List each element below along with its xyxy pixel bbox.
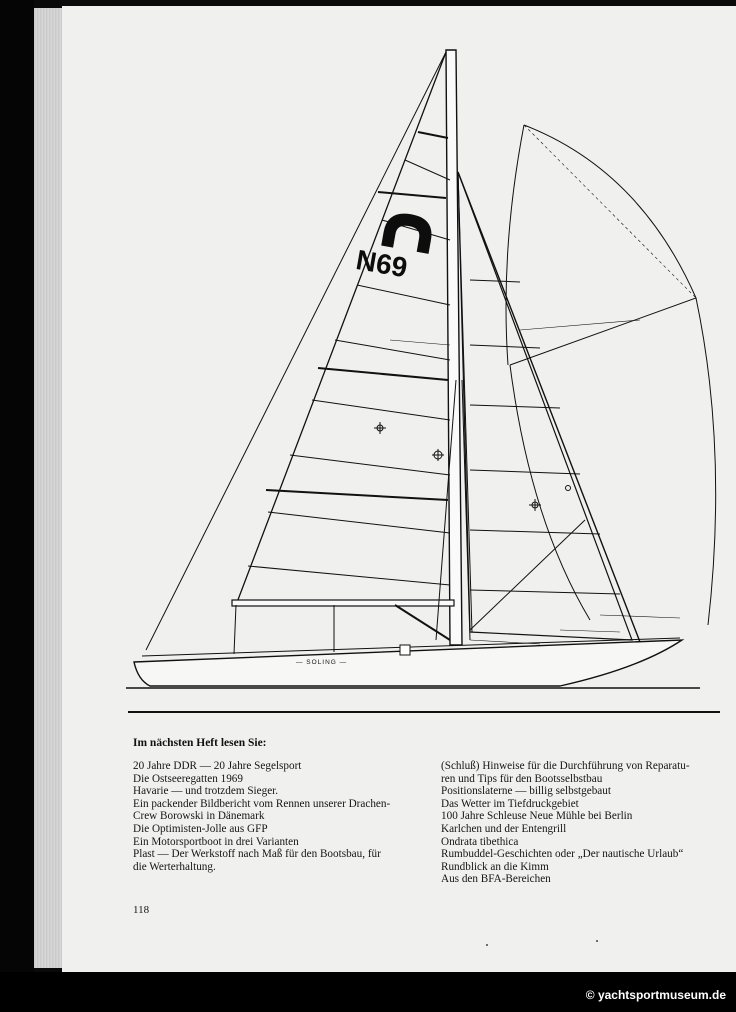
contents-line: die Werterhaltung. xyxy=(133,860,216,873)
book-spine xyxy=(0,0,34,1012)
contents-line: Ein packender Bildbericht vom Rennen unserer Drachen- xyxy=(133,797,391,810)
sail-number: N69 xyxy=(353,243,410,284)
soling-sail-plan-drawing xyxy=(62,6,736,706)
next-issue-heading: Im nächsten Heft lesen Sie: xyxy=(133,737,267,749)
contents-line: (Schluß) Hinweise für die Durchführung von Reparatu- xyxy=(441,760,690,772)
contents-line: Rundblick an die Kimm xyxy=(441,860,549,873)
contents-line: Rumbuddel-Geschichten oder „Der nautische Urlaub“ xyxy=(441,848,684,861)
contents-line: Ein Motorsportboot in drei Varianten xyxy=(133,835,299,848)
contents-line: 20 Jahre DDR — 20 Jahre Segelsport xyxy=(133,760,302,772)
contents-line: Das Wetter im Tiefdruckgebiet xyxy=(441,797,579,810)
contents-line: ren und Tips für den Bootsselbstbau xyxy=(441,772,603,785)
contents-line: Aus den BFA-Bereichen xyxy=(441,873,551,886)
paper-speck xyxy=(486,944,488,946)
page-number: 118 xyxy=(133,904,150,916)
paper-speck xyxy=(596,940,598,942)
contents-line: Plast — Der Werkstoff nach Maß für den Bootsbau, für xyxy=(133,848,381,861)
contents-line: Crew Borowski in Dänemark xyxy=(133,810,265,823)
boat-class-label: — SOLING — xyxy=(296,659,348,666)
contents-right-column xyxy=(441,760,731,886)
contents-line: Positionslaterne — billig selbstgebaut xyxy=(441,785,611,798)
contents-line: Ondrata tibethica xyxy=(441,835,519,848)
section-divider xyxy=(128,711,720,713)
contents-line: Die Optimisten-Jolle aus GFP xyxy=(133,822,268,835)
contents-line: Karlchen und der Entengrill xyxy=(441,822,567,835)
watermark: © yachtsportmuseum.de xyxy=(585,988,726,1002)
contents-line: Die Ostseeregatten 1969 xyxy=(133,772,243,785)
contents-line: Havarie — und trotzdem Sieger. xyxy=(133,785,279,798)
contents-line: 100 Jahre Schleuse Neue Mühle bei Berlin xyxy=(441,810,633,823)
contents-left-column xyxy=(133,760,423,873)
